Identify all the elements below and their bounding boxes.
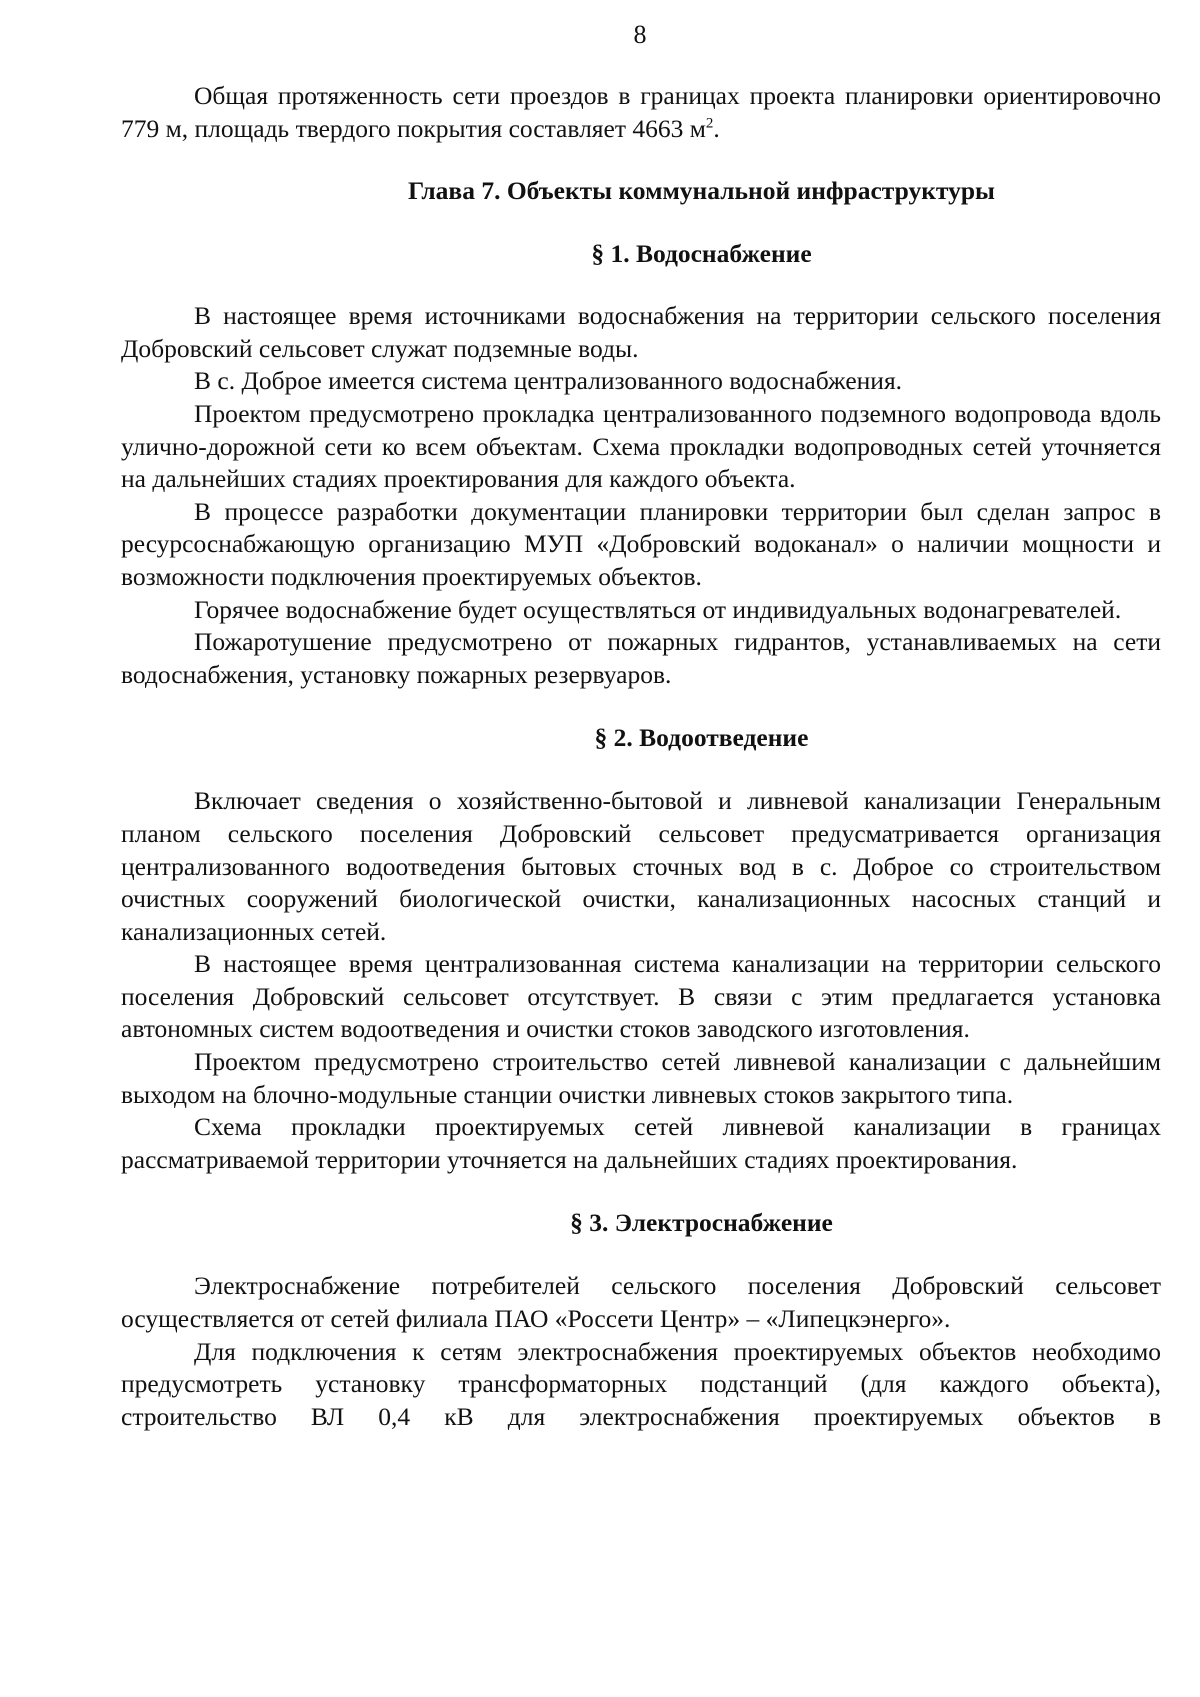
paragraph: Схема прокладки проектируемых сетей ливневой канализации в границах рассматриваемой территории уточняется на дальнейших стадиях проектирования. [121, 1112, 1161, 1174]
paragraph: Горячее водоснабжение будет осуществляться от индивидуальных водонагревателей. [194, 594, 1122, 624]
chapter-title: Глава 7. Объекты коммунальной инфраструктуры [408, 176, 995, 206]
paragraph: В с. Доброе имеется система централизованного водоснабжения. [194, 366, 903, 396]
paragraph: Пожаротушение предусмотрено от пожарных гидрантов, устанавливаемых на сети водоснабжения, установку пожарных резервуаров. [121, 627, 1161, 689]
paragraph: В настоящее время централизованная система канализации на территории сельского поселения Добровский сельсовет отсутствует. В связи с этим предлагается установка автономных систем водоотведения и очистки стоков заводского изготовления. [121, 949, 1161, 1044]
paragraph: Проектом предусмотрено прокладка централизованного подземного водопровода вдоль улично-дорожной сети ко всем объектам. Схема прокладки водопроводных сетей уточняется на дальнейших стадиях проектирования для каждого объекта. [121, 398, 1161, 494]
paragraph: Проектом предусмотрено строительство сетей ливневой канализации с дальнейшим выходом на блочно-модульные станции очистки ливневых стоков закрытого типа. [121, 1047, 1161, 1109]
paragraph: Включает сведения о хозяйственно-бытовой и ливневой канализации Генеральным планом сельского поселения Добровский сельсовет предусматривается организация централизованного водоотведения бытовых сточных вод в с. Доброе со строительством очистных сооружений биологической очистки, канализационных насосных станций и канализационных сетей. [121, 786, 1161, 946]
section-title-power-supply: § 3. Электроснабжение [570, 1208, 833, 1238]
paragraph: В настоящее время источниками водоснабжения на территории сельского поселения Добровский сельсовет служат подземные воды. [121, 301, 1161, 363]
section-title-drainage: § 2. Водоотведение [594, 723, 809, 753]
intro-tail: . [713, 113, 720, 143]
paragraph: Для подключения к сетям электроснабжения проектируемых объектов необходимо предусмотреть установку трансформаторных подстанций (для каждого объекта), строительство ВЛ 0,4 кВ для электроснабжения проектируемых объектов в [121, 1336, 1161, 1431]
page-number: 8 [633, 20, 647, 49]
intro-paragraph [121, 80, 1161, 145]
paragraph: В процессе разработки документации планировки территории был сделан запрос в ресурсоснабжающую организацию МУП «Добровский водоканал» о наличии мощности и возможности подключения проектируемых объектов. [121, 496, 1161, 591]
document-body [121, 80, 1161, 1433]
area-unit-superscript: 2 [705, 115, 714, 132]
paragraph: Электроснабжение потребителей сельского поселения Добровский сельсовет осуществляется от сетей филиала ПАО «Россети Центр» – «Липецкэнерго». [121, 1271, 1161, 1334]
section-title-water-supply: § 1. Водоснабжение [591, 239, 812, 269]
intro-text: Общая протяженность сети проездов в границах проекта планировки ориентировочно 779 м, площадь твердого покрытия составляет 4663 м [121, 81, 1161, 143]
